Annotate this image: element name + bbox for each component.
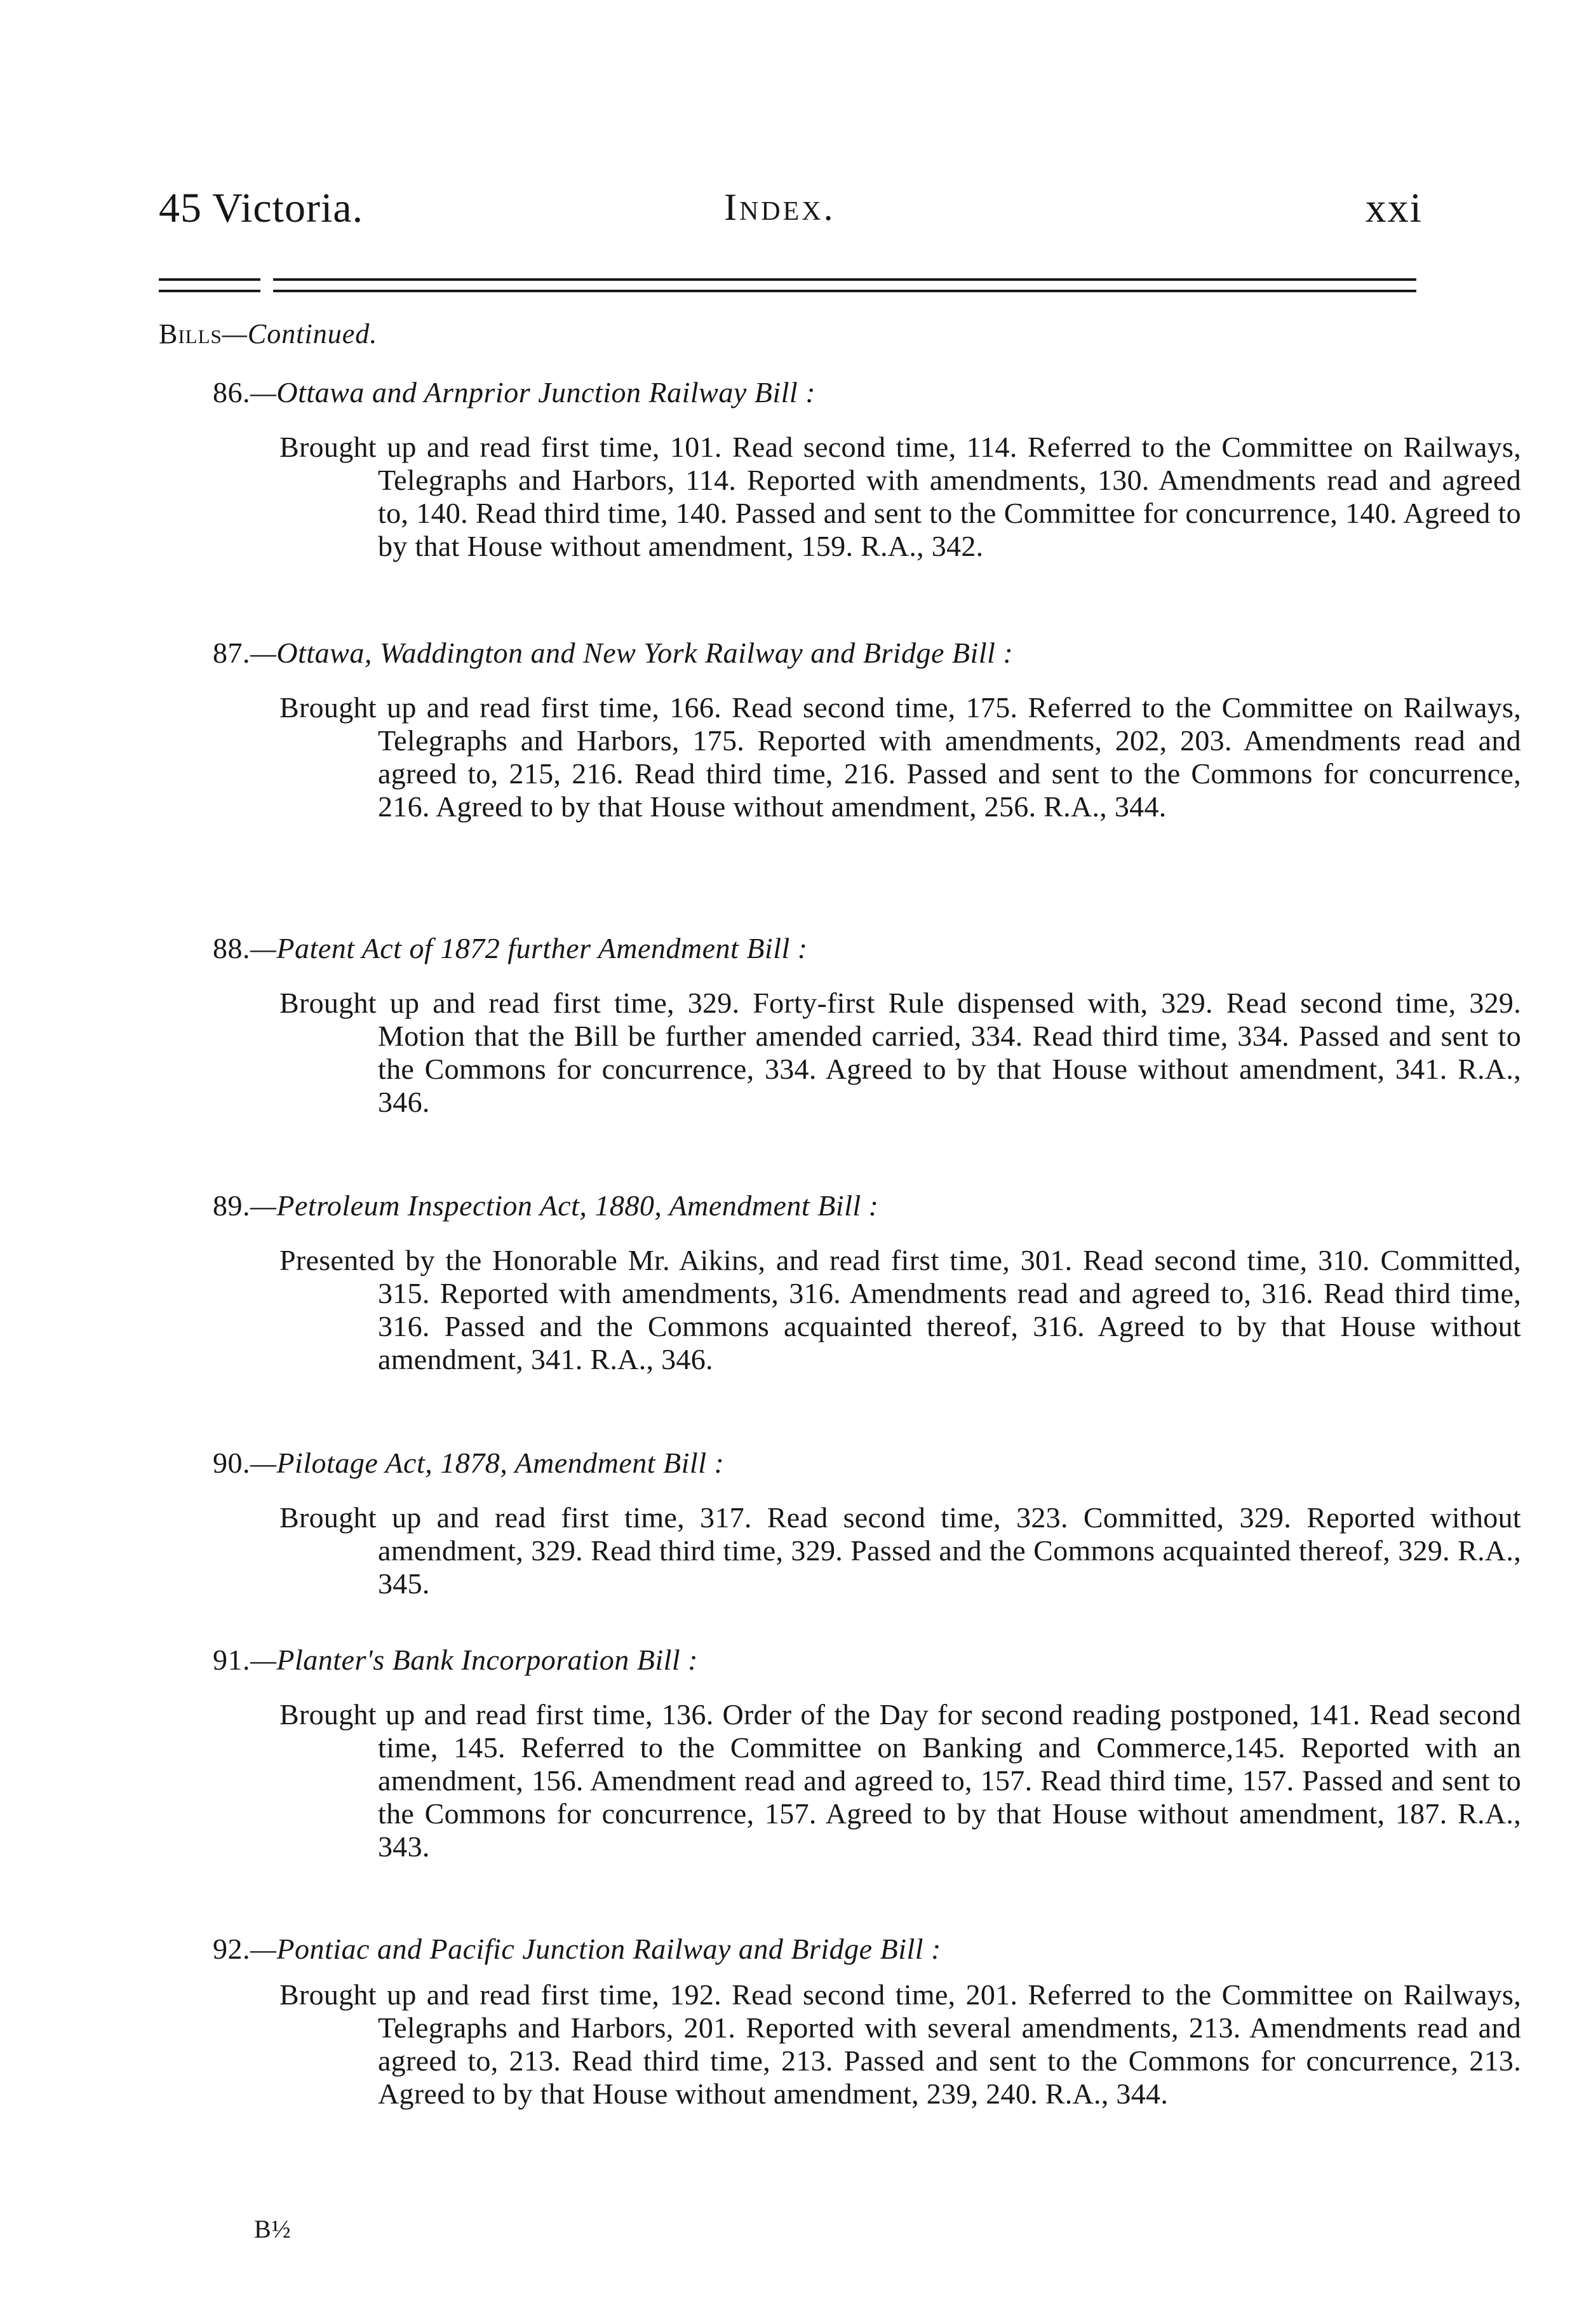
entry-title (213, 1931, 1426, 1967)
entry-proceedings: Brought up and read first time, 192. Read second time, 201. Referred to the Committee on Railways, Telegraphs and Harbors, 201. Reported with several amendments, 213. Amendments read and agreed to, 213. Read third time, 213. Passed and sent to the Commons for concurrence, 213. Agreed to by that House without amendment, 239, 240. R.A., 344. (279, 1978, 1521, 2110)
signature-mark: B½ (254, 2215, 292, 2243)
index-entry-90 (213, 1445, 1521, 1600)
entry-bill-name: —Ottawa and Arnprior Junction Railway Bill : (250, 376, 816, 409)
entry-title (213, 635, 1426, 671)
running-header (159, 184, 1423, 254)
entry-title (213, 931, 1426, 966)
section-label: Bills (159, 318, 222, 349)
header-rule-long (273, 278, 1416, 292)
entry-title (213, 1445, 1426, 1481)
entry-proceedings: Brought up and read first time, 101. Read second time, 114. Referred to the Committee on Railways, Telegraphs and Harbors, 114. Reported with amendments, 130. Amendments read and agreed to, 140. Read third time, 140. Passed and sent to the Committee for concurrence, 140. Agreed to by that House without amendment, 159. R.A., 342. (279, 431, 1521, 562)
index-entry-92 (213, 1931, 1521, 2111)
entry-number: 90. (213, 1447, 250, 1479)
entry-title (213, 1188, 1426, 1224)
entry-proceedings: Brought up and read first time, 329. Forty-first Rule dispensed with, 329. Read second time, 329. Motion that the Bill be further amended carried, 334. Read third time, 334. Passed and sent to the Commons for concurrence, 334. Agreed to by that House without amendment, 341. R.A., 346. (279, 987, 1521, 1118)
entry-bill-name: —Petroleum Inspection Act, 1880, Amendment Bill : (250, 1189, 879, 1222)
entry-proceedings: Brought up and read first time, 166. Read second time, 175. Referred to the Committee on Railways, Telegraphs and Harbors, 175. Reported with amendments, 202, 203. Amendments read and agreed to, 215, 216. Read third time, 216. Passed and sent to the Commons for concurrence, 216. Agreed to by that House without amendment, 256. R.A., 344. (279, 691, 1521, 823)
header-rule-short (159, 278, 260, 292)
index-entry-89 (213, 1188, 1521, 1376)
entry-title (213, 375, 1426, 410)
entry-number: 88. (213, 932, 250, 964)
entry-number: 91. (213, 1644, 250, 1676)
header-index-title: Index. (724, 186, 836, 228)
entry-bill-name: —Ottawa, Waddington and New York Railway and Bridge Bill : (250, 637, 1014, 669)
entry-proceedings: Presented by the Honorable Mr. Aikins, and read first time, 301. Read second time, 310. Committed, 315. Reported with amendments, 316. Amendments read and agreed to, 316. Read third time, 316. Passed and the Commons acquainted thereof, 316. Agreed to by that House without amendment, 341. R.A., 346. (279, 1244, 1521, 1375)
header-regnal-year: 45 Victoria. (159, 185, 364, 231)
header-page-number: xxi (1365, 185, 1423, 231)
entry-title (213, 1642, 1426, 1678)
index-entry-87 (213, 635, 1521, 823)
entry-bill-name: —Planter's Bank Incorporation Bill : (250, 1644, 698, 1676)
section-heading (159, 318, 377, 350)
index-entry-88 (213, 931, 1521, 1119)
entry-number: 87. (213, 637, 250, 669)
entry-bill-name: —Pontiac and Pacific Junction Railway and Bridge Bill : (250, 1933, 941, 1965)
entry-bill-name: —Pilotage Act, 1878, Amendment Bill : (250, 1447, 725, 1479)
entry-proceedings: Brought up and read first time, 136. Order of the Day for second reading postponed, 141. Read second time, 145. Referred to the Committee on Banking and Commerce,145. Reported with an amendment, 156. Amendment read and agreed to, 157. Read third time, 157. Passed and sent to the Commons for concurrence, 157. Agreed to by that House without amendment, 187. R.A., 343. (279, 1698, 1521, 1863)
entry-number: 86. (213, 376, 250, 409)
index-entry-86 (213, 375, 1521, 563)
index-entry-91 (213, 1642, 1521, 1863)
entry-number: 89. (213, 1189, 250, 1222)
entry-proceedings: Brought up and read first time, 317. Read second time, 323. Committed, 329. Reported without amendment, 329. Read third time, 329. Passed and the Commons acquainted thereof, 329. R.A., 345. (279, 1501, 1521, 1600)
entry-number: 92. (213, 1933, 250, 1965)
section-continued: —Continued. (222, 318, 378, 349)
entry-bill-name: —Patent Act of 1872 further Amendment Bill : (250, 932, 808, 964)
